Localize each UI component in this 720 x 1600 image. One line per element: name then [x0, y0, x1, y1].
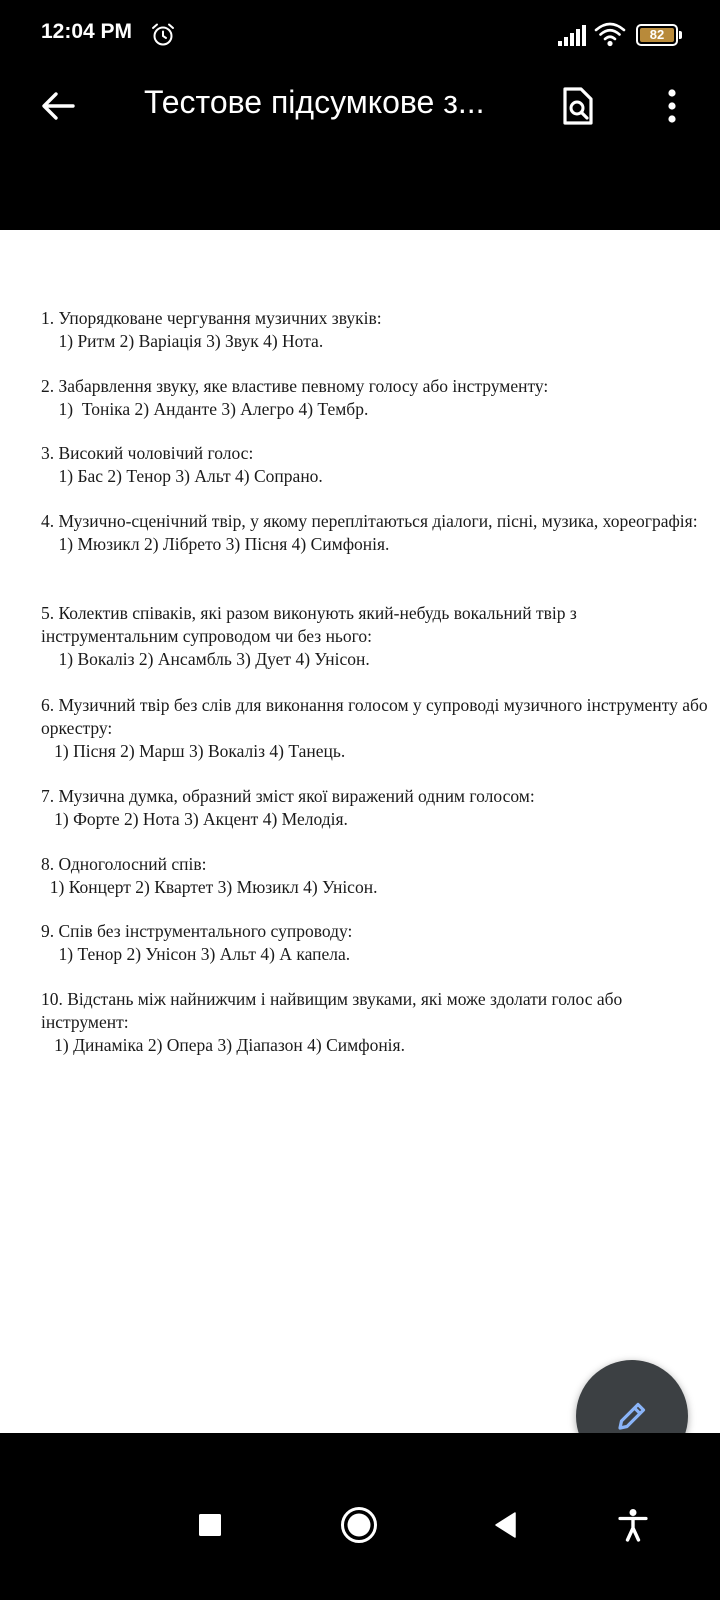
document-title: Тестове підсумкове з...	[144, 84, 485, 120]
question-text: 5. Колектив співаків, які разом виконують який-небудь вокальний твір з інструментальним супроводом чи без нього:	[41, 603, 577, 646]
system-navigation-bar	[0, 1433, 720, 1600]
answer-options: 1) Динаміка 2) Опера 3) Діапазон 4) Симфонія.	[41, 1035, 405, 1055]
question-9	[41, 920, 711, 966]
signal-icon	[556, 22, 588, 48]
recents-square-icon	[197, 1512, 223, 1538]
answer-options: 1) Мюзикл 2) Лібрето 3) Пісня 4) Симфонія.	[41, 534, 390, 554]
search-document-icon	[561, 86, 595, 126]
app-bar	[0, 70, 720, 230]
back-arrow-icon	[39, 87, 77, 125]
answer-options: 1) Бас 2) Тенор 3) Альт 4) Сопрано.	[41, 466, 323, 486]
question-text: 10. Відстань між найнижчим і найвищим звуками, які може здолати голос або інструмент:	[41, 989, 623, 1032]
recents-button[interactable]	[182, 1497, 238, 1553]
more-vert-icon	[666, 88, 678, 124]
question-text: 7. Музична думка, образний зміст якої виражений одним голосом:	[41, 786, 535, 806]
home-button[interactable]	[331, 1497, 387, 1553]
question-7	[41, 785, 711, 831]
question-text: 3. Високий чоловічий голос:	[41, 443, 254, 463]
question-text: 4. Музично-сценічний твір, у якому переплітаються діалоги, пісні, музика, хореографія:	[41, 511, 698, 531]
answer-options: 1) Форте 2) Нота 3) Акцент 4) Мелодія.	[41, 809, 348, 829]
answer-options: 1) Тоніка 2) Анданте 3) Алегро 4) Тембр.	[41, 399, 369, 419]
answer-options: 1) Концерт 2) Квартет 3) Мюзикл 4) Унісон.	[41, 877, 378, 897]
question-4	[41, 510, 711, 556]
question-3	[41, 442, 711, 488]
document-page	[0, 230, 720, 1433]
question-6	[41, 694, 711, 763]
accessibility-icon	[618, 1508, 648, 1542]
more-options-button[interactable]	[644, 78, 700, 134]
question-5	[41, 602, 711, 671]
accessibility-button[interactable]	[605, 1497, 661, 1553]
question-8	[41, 853, 711, 899]
battery-level: 82	[649, 27, 665, 42]
question-10	[41, 988, 711, 1057]
status-time: 12:04 PM	[41, 20, 133, 43]
question-1	[41, 307, 711, 353]
home-circle-icon	[339, 1505, 379, 1545]
edit-pencil-icon	[612, 1396, 652, 1436]
battery-icon	[636, 24, 682, 46]
question-text: 8. Одноголосний спів:	[41, 854, 207, 874]
question-text: 1. Упорядковане чергування музичних звуків:	[41, 308, 382, 328]
question-text: 6. Музичний твір без слів для виконання голосом у супроводі музичного інструменту або оркестру:	[41, 695, 708, 738]
nav-back-button[interactable]	[478, 1497, 534, 1553]
answer-options: 1) Вокаліз 2) Ансамбль 3) Дует 4) Унісон.	[41, 649, 370, 669]
answer-options: 1) Тенор 2) Унісон 3) Альт 4) А капела.	[41, 944, 351, 964]
question-text: 2. Забарвлення звуку, яке властиве певному голосу або інструменту:	[41, 376, 549, 396]
back-button[interactable]	[30, 78, 86, 134]
question-2	[41, 375, 711, 421]
wifi-icon	[594, 20, 626, 48]
search-in-document-button[interactable]	[550, 78, 606, 134]
answer-options: 1) Ритм 2) Варіація 3) Звук 4) Нота.	[41, 331, 324, 351]
back-triangle-icon	[493, 1511, 519, 1539]
alarm-icon	[150, 22, 176, 48]
answer-options: 1) Пісня 2) Марш 3) Вокаліз 4) Танець.	[41, 741, 346, 761]
question-text: 9. Спів без інструментального супроводу:	[41, 921, 353, 941]
status-bar	[0, 0, 720, 70]
